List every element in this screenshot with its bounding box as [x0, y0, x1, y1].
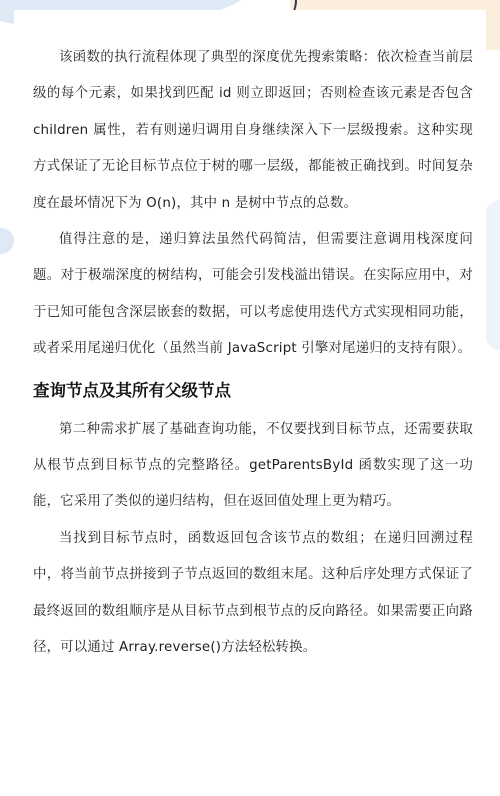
article-body	[33, 40, 473, 667]
paragraph-parents-query: 第二种需求扩展了基础查询功能，不仅要找到目标节点，还需要获取从根节点到目标节点的完整路径。getParentsById 函数实现了这一功能，它采用了类似的递归结构，但在返回值处理上更为精巧。	[33, 421, 473, 510]
paragraph-dfs-strategy: 该函数的执行流程体现了典型的深度优先搜索策略：依次检查当前层级的每个元素，如果找到匹配 id 则立即返回；否则检查该元素是否包含 children 属性，若有则递归调用自身继续深入下一层级搜索。这种实现方式保证了无论目标节点位于树的哪一层级，都能被正确找到。时间复杂度在最坏情况下为 O(n)，其中 n 是树中节点的总数。	[33, 50, 473, 211]
section-heading: 查询节点及其所有父级节点	[33, 380, 231, 400]
paragraph-recursion-note: 值得注意的是，递归算法虽然代码简洁，但需要注意调用栈深度问题。对于极端深度的树结构，可能会引发栈溢出错误。在实际应用中，对于已知可能包含深层嵌套的数据，可以考虑使用迭代方式实现相同功能，或者采用尾递归优化（虽然当前 JavaScript 引擎对尾递归的支持有限）。	[33, 232, 473, 357]
background-circle	[0, 228, 14, 254]
document-page	[14, 10, 486, 796]
paragraph-backtracking: 当找到目标节点时，函数返回包含该节点的数组；在递归回溯过程中，将当前节点拼接到子节点返回的数组末尾。这种后序处理方式保证了最终返回的数组顺序是从目标节点到根节点的反向路径。如果需要正向路径，可以通过 Array.reverse()方法轻松转换。	[33, 530, 473, 656]
